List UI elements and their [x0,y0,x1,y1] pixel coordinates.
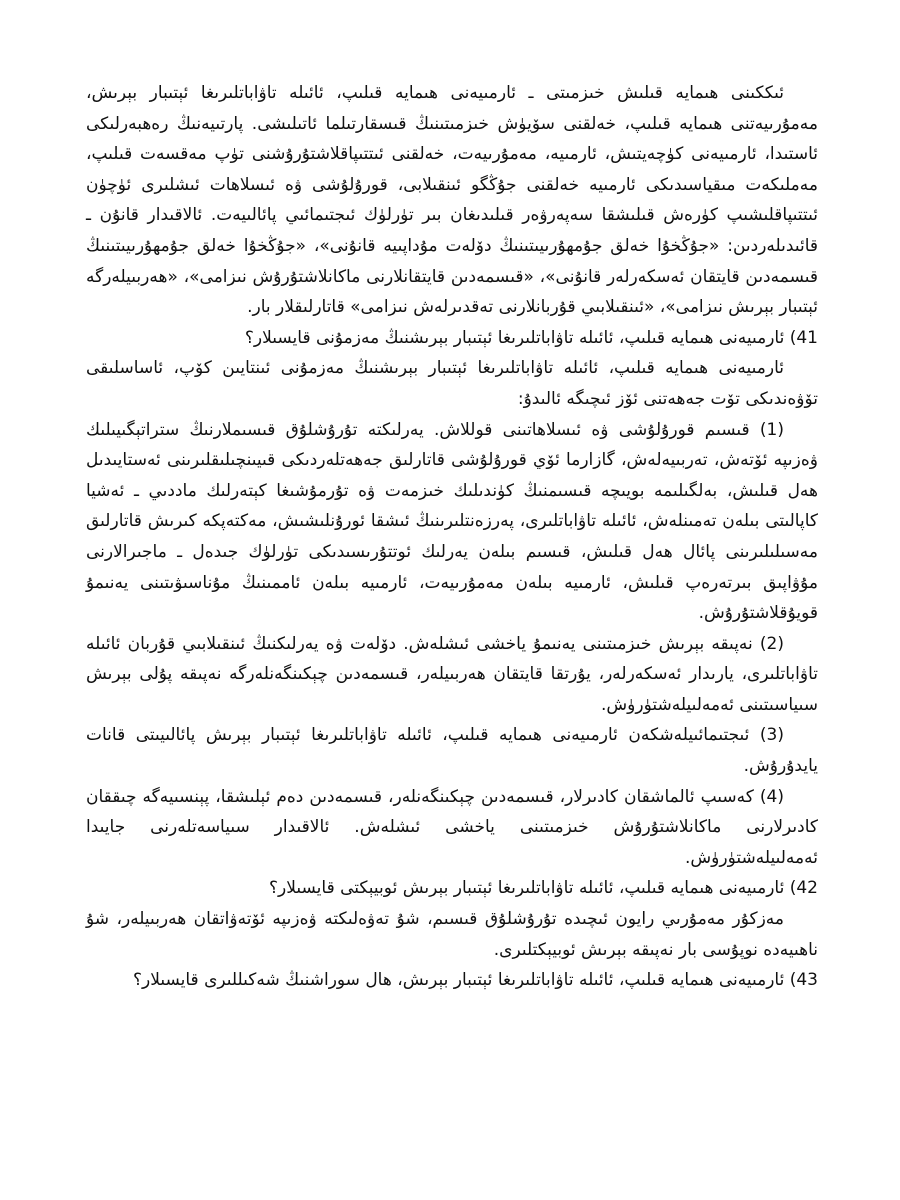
answer-41-item-2: (2) نەپىقە بېرىش خىزمىتىنى يەنىمۇ ياخشى ئىشلەش. دۆلەت ۋە يەرلىكنىڭ ئىنقىلابىي قۇربان ئائىلە تاۋاباتلىرى، يارىدار ئەسكەرلەر، يۇرتقا قايتقان ھەربىيلەر، قىسمەدىن چېكىنگەنلەرگە نەپىقە پۇلى بېرىش سىياسىتىنى ئەمەلىيلەشتۈرۈش. [86,633,818,715]
question-42: 42) ئارمىيەنى ھىمايە قىلىپ، ئائىلە تاۋاباتلىرىغا ئېتىبار بېرىش ئوبيېكتى قايسىلار؟ [269,878,818,899]
answer-41-item-3: (3) ئىجتىمائىيلەشكەن ئارمىيەنى ھىمايە قىلىپ، ئائىلە تاۋاباتلىرىغا ئېتىبار بېرىش پائالىيىتى قانات يايدۇرۇش. [86,725,818,777]
answer-41-item-1: (1) قىسىم قورۇلۇشى ۋە ئىسلاھاتىنى قوللاش. يەرلىكتە تۇرۇشلۇق قىسىملارنىڭ ستراتېگىيىلىك ۋەزىپە ئۆتەش، تەربىيەلەش، گازارما ئۆي قورۇلۇشى قاتارلىق جەھەتلەردىكى قىيىنچىلىقلىرىنى ئەستايىدىل ھەل قىلىش، بەلگىلىمە بويىچە قىسىمنىڭ كۈندىلىك خىزمەت ۋە تۇرمۇشىغا كېتەرلىك ماددىي ـ ئەشيا كاپالىتى بىلەن تەمىنلەش، ئائىلە تاۋاباتلىرى، پەرزەنتلىرىنىڭ ئىشقا ئورۇنلىشىش، مەكتەپكە كىرىش قاتارلىق مەسىلىلىرىنى پائال ھەل قىلىش، قىسىم بىلەن يەرلىك ئوتتۇرىسىدىكى تۈرلۈك جىدەل ـ ماجىرالارنى مۇۋاپىق بىرتەرەپ قىلىش، ئارمىيە بىلەن مەمۇرىيەت، ئارمىيە بىلەن ئاممىنىڭ مۇناسىۋىتىنى يەنىمۇ قويۇقلاشتۇرۇش. [86,419,818,624]
question-41: 41) ئارمىيەنى ھىمايە قىلىپ، ئائىلە تاۋاباتلىرىغا ئېتىبار بېرىشنىڭ مەزمۇنى قايسىلار؟ [244,327,818,348]
intro-paragraph: ئىككىنى ھىمايە قىلىش خىزمىتى ـ ئارمىيەنى ھىمايە قىلىپ، ئائىلە تاۋاباتلىرىغا ئېتىبار بېرىش، مەمۇرىيەتنى ھىمايە قىلىپ، خەلقنى سۆيۈش خىزمىتىنىڭ قىسقارتىلما ئاتىلىشى. پارتىيەنىڭ رەھبەرلىكى ئاستىدا، ئارمىيەنى كۈچەيتىش، ئارمىيە، مەمۇرىيەت، خەلقنى ئىتتىپاقلاشتۇرۇشنى تۈپ مەقسەت قىلىپ، مەملىكەت مىقياسىدىكى ئارمىيە خەلقنى جۇڭگو ئىنقىلابى، قورۇلۇشى ۋە ئىسلاھات ئىشلىرى ئۈچۈن ئىتتىپاقلىشىپ كۈرەش قىلىشقا سەپەرۋەر قىلىدىغان بىر تۈرلۈك ئىجتىمائىي پائالىيەت. ئالاقىدار قانۇن ـ قائىدىلەردىن: «جۇڭخۇا خەلق جۇمھۇرىيىتىنىڭ دۆلەت مۇداپىيە قانۇنى»، «جۇڭخۇا خەلق جۇمھۇرىيىتىنىڭ قىسمەدىن قايتقان ئەسكەرلەر قانۇنى»، «قىسمەدىن قايتقانلارنى ماكانلاشتۇرۇش نىزامى»، «ھەربىيلەرگە ئېتىبار بېرىش نىزامى»، «ئىنقىلابىي قۇربانلارنى تەقدىرلەش نىزامى» قاتارلىقلار بار. [86,83,818,318]
answer-41-intro: ئارمىيەنى ھىمايە قىلىپ، ئائىلە تاۋاباتلىرىغا ئېتىبار بېرىشنىڭ مەزمۇنى ئىنتايىن كۆپ، ئاساسلىقى تۆۋەندىكى تۆت جەھەتنى ئۆز ئىچىگە ئالىدۇ: [86,358,818,409]
answer-41-item-4: (4) كەسىپ ئالماشقان كادىرلار، قىسمەدىن چېكىنگەنلەر، قىسمەدىن دەم ئېلىشقا، پېنسىيەگە چىققان كادىرلارنى ماكانلاشتۇرۇش خىزمىتىنى ياخشى ئىشلەش. ئالاقىدار سىياسەتلەرنى جايىدا ئەمەلىيلەشتۈرۈش. [86,786,818,868]
answer-42: مەزكۇر مەمۇرىي رايون ئىچىدە تۇرۇشلۇق قىسىم، شۇ تەۋەلىكتە ۋەزىپە ئۆتەۋاتقان ھەربىيلەر، شۇ ناھىيەدە نوپۇسى بار نەپىقە بېرىش ئوبيېكتلىرى. [86,909,818,960]
question-43: 43) ئارمىيەنى ھىمايە قىلىپ، ئائىلە تاۋاباتلىرىغا ئېتىبار بېرىش، ھال سوراشنىڭ شەكىللىرى قايسىلار؟ [132,970,818,991]
document-page [86,78,818,996]
